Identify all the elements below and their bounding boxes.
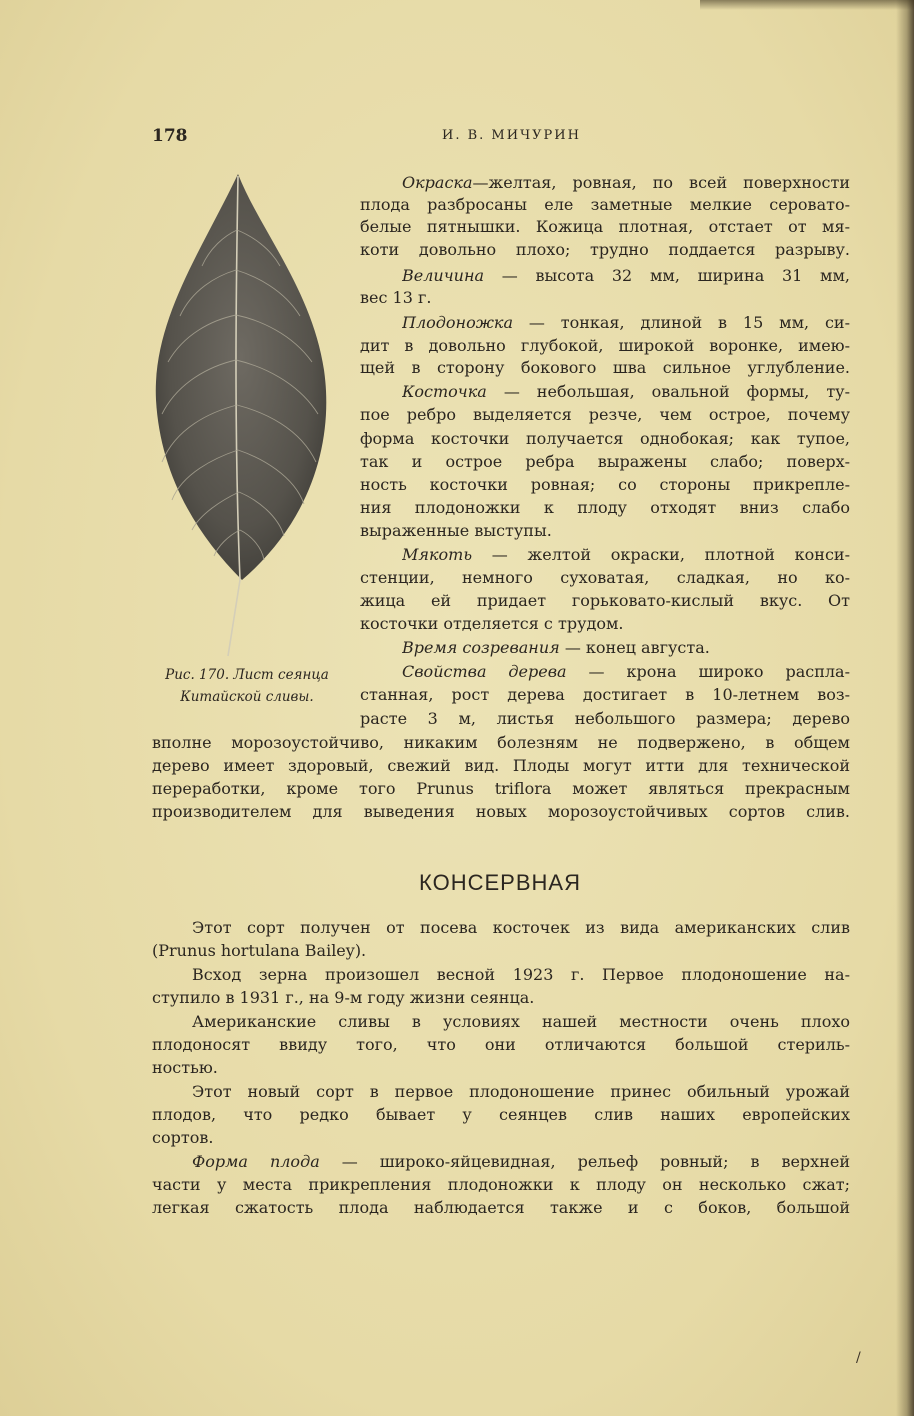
text-line: дит в довольно глубокой, широкой воронке, имею- [360,336,850,355]
running-title: И. В. МИЧУРИН [442,128,581,143]
text-line: стенции, немного суховатая, сладкая, но ко- [360,568,850,587]
text-line: производителем для выведения новых морозоустойчивых сортов слив. [152,802,850,821]
text-line: выраженные выступы. [360,521,552,540]
text-line: части у места прикрепления плодоножки к плоду он несколько сжат; [152,1175,850,1194]
leaf-figure [152,170,342,710]
text-line: Свойства дерева — крона широко распла- [402,662,850,681]
text-line: коти довольно плохо; трудно поддается разрыву. [360,240,850,259]
text-line: ность косточки ровная; со стороны прикрепле- [360,475,850,494]
text-line: белые пятнышки. Кожица плотная, отстает от мя- [360,217,850,236]
figure-caption-line: Рис. 170. Лист сеянца [165,667,329,683]
text-line: Время созревания — конец августа. [402,638,710,657]
text-line: косточки отделяется с трудом. [360,614,624,633]
text-line: станная, рост дерева достигает в 10-летнем воз- [360,685,850,704]
text-line: Мякоть — желтой окраски, плотной конси- [402,545,850,564]
section-title: КОНСЕРВНАЯ [419,870,581,895]
leaf-illustration [152,170,342,660]
text-line: Величина — высота 32 мм, ширина 31 мм, [402,266,850,285]
page-number: 178 [152,126,188,146]
text-line: Плодоножка — тонкая, длиной в 15 мм, си- [402,313,850,332]
page-edge-top-shadow [700,0,914,10]
text-line: Всход зерна произошел весной 1923 г. Первое плодоношение на- [192,965,850,984]
text-line: жица ей придает горьковато-кислый вкус. От [360,591,850,610]
text-line: сортов. [152,1128,214,1147]
text-line: вполне морозоустойчиво, никаким болезням не подвержено, в общем [152,733,850,752]
text-line: Этот новый сорт в первое плодоношение принес обильный урожай [192,1082,850,1101]
text-line: (Prunus hortulana Bailey). [152,941,367,960]
stray-mark: / [856,1350,861,1366]
text-line: ния плодоножки к плоду отходят вниз слабо [360,498,850,517]
text-line: Косточка — небольшая, овальной формы, ту- [402,382,850,401]
text-line: Окраска—желтая, ровная, по всей поверхности [402,173,850,192]
text-line: дерево имеет здоровый, свежий вид. Плоды могут итти для технической [152,756,850,775]
text-line: вес 13 г. [360,288,432,307]
text-line: так и острое ребра выражены слабо; поверх- [360,452,850,471]
text-line: легкая сжатость плода наблюдается также и с боков, большой [152,1198,850,1217]
text-line: ступило в 1931 г., на 9-м году жизни сеянца. [152,988,535,1007]
text-line: щей в сторону бокового шва сильное углубление. [360,358,850,377]
text-line: плода разбросаны еле заметные мелкие серовато- [360,195,850,214]
text-line: форма косточки получается однобокая; как тупое, [360,429,850,448]
figure-caption-line: Китайской сливы. [180,689,314,705]
figure-caption [152,664,342,708]
text-line: плодов, что редко бывает у сеянцев слив наших европейских [152,1105,850,1124]
text-line: переработки, кроме того Prunus triflora может являться прекрасным [152,779,850,798]
running-head [152,126,850,148]
text-line: Американские сливы в условиях нашей местности очень плохо [192,1012,850,1031]
text-line: Форма плода — широко-яйцевидная, рельеф ровный; в верхней [192,1152,850,1171]
page-edge-shadow [896,0,914,1416]
text-line: ностью. [152,1058,218,1077]
text-line: плодоносят ввиду того, что они отличаются большой стериль- [152,1035,850,1054]
text-line: расте 3 м, листья небольшого размера; дерево [360,709,850,728]
text-line: Этот сорт получен от посева косточек из вида американских слив [192,918,850,937]
text-line: пое ребро выделяется резче, чем острое, почему [360,405,850,424]
